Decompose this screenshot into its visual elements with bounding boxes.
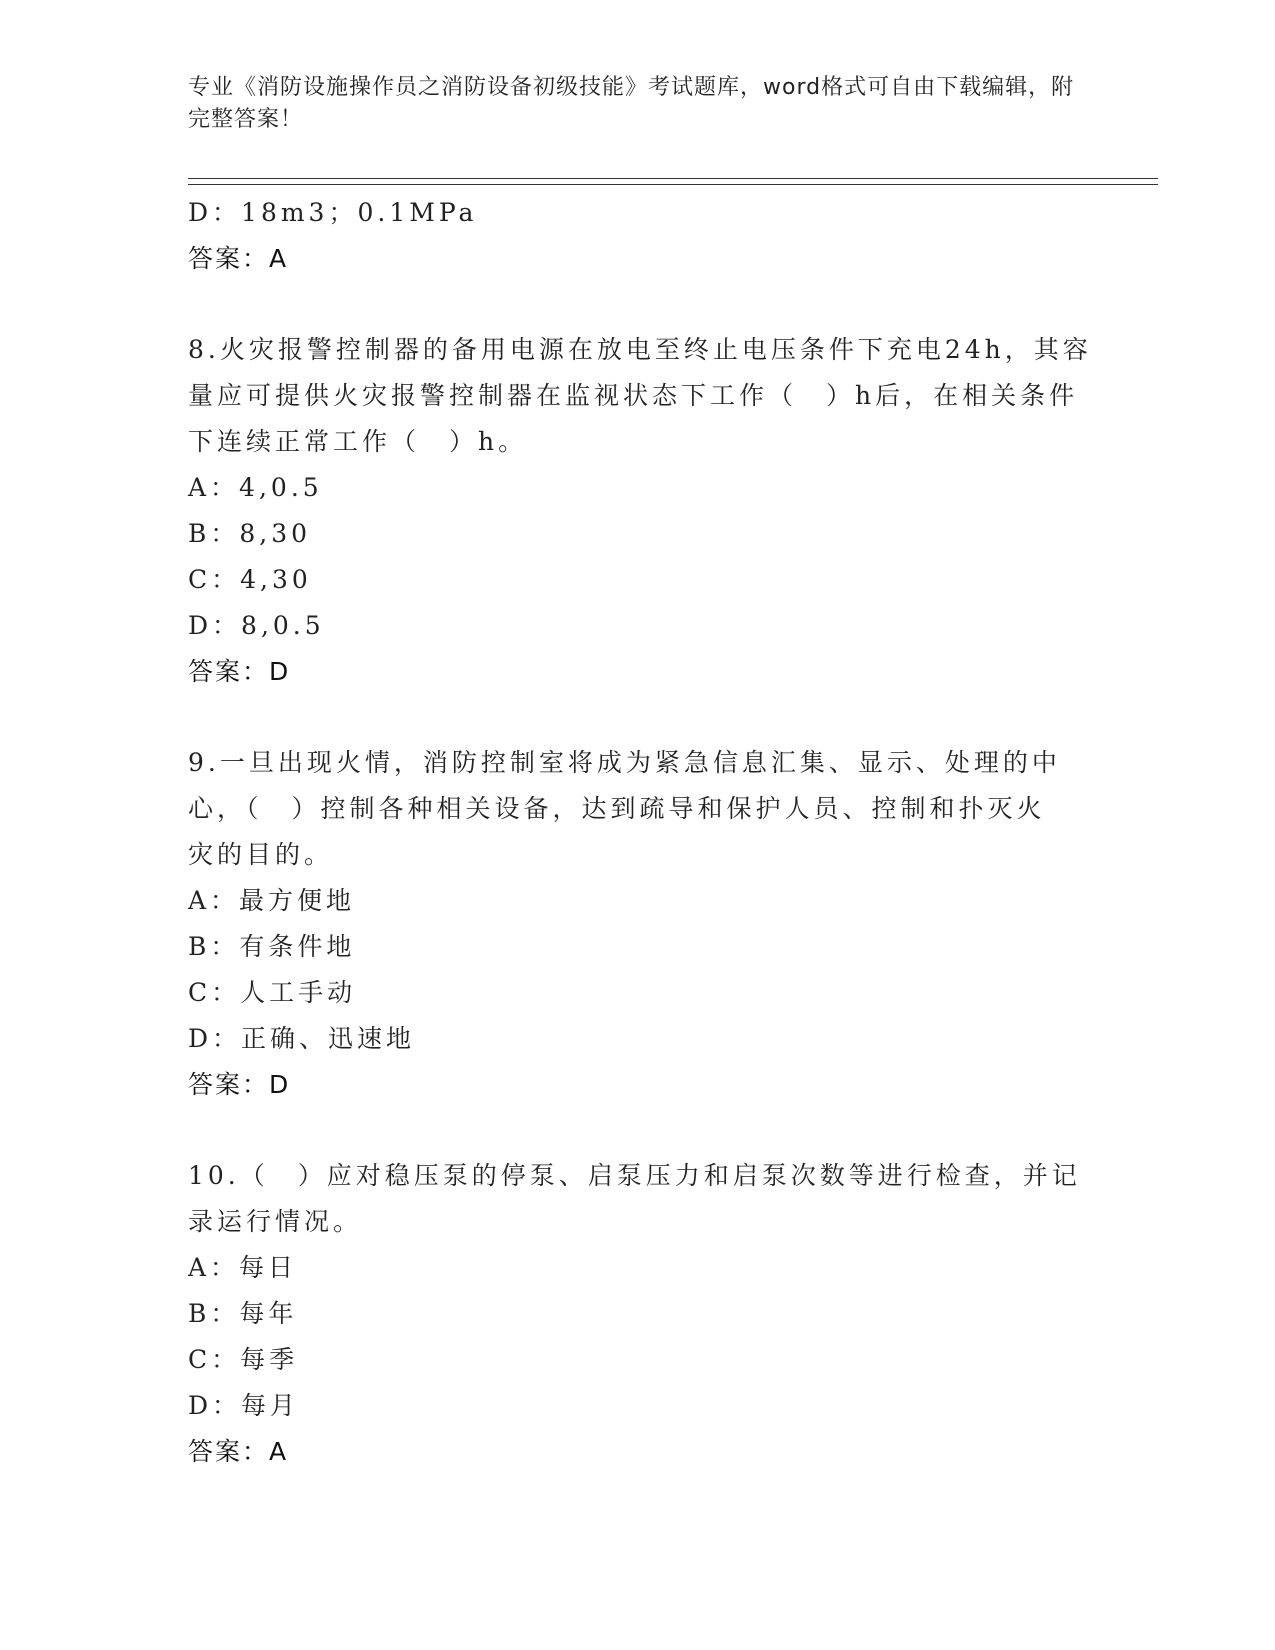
option-b: B：每年 bbox=[188, 1299, 298, 1328]
answer-line: 答案：D bbox=[188, 1070, 291, 1099]
option-d: D：每月 bbox=[188, 1391, 300, 1420]
question-stem-line: 9.一旦出现火情，消防控制室将成为紧急信息汇集、显示、处理的中 bbox=[188, 748, 1061, 777]
option-d: D：8,0.5 bbox=[188, 611, 325, 640]
question-stem-line: 灾的目的。 bbox=[188, 840, 334, 869]
question-9 bbox=[188, 740, 1088, 1108]
question-8 bbox=[188, 327, 1092, 695]
question-stem-line: 量应可提供火灾报警控制器在监视状态下工作（ ）h后，在相关条件 bbox=[188, 381, 1079, 410]
option-d: D：正确、迅速地 bbox=[188, 1024, 416, 1053]
option-c: C：人工手动 bbox=[188, 978, 357, 1007]
document-body bbox=[188, 190, 1092, 1475]
header-rule-bottom bbox=[188, 184, 1158, 185]
answer-line: 答案：D bbox=[188, 657, 291, 686]
question-stem-line: 下连续正常工作（ ）h。 bbox=[188, 427, 528, 456]
question-stem-line: 8.火灾报警控制器的备用电源在放电至终止电压条件下充电24h，其容 bbox=[188, 335, 1092, 364]
previous-question-tail bbox=[188, 190, 1088, 282]
option-a: A：4,0.5 bbox=[188, 473, 323, 502]
option-a: A：每日 bbox=[188, 1253, 298, 1282]
option-c: C：每季 bbox=[188, 1345, 299, 1374]
question-10 bbox=[188, 1153, 1088, 1475]
document-header: 专业《消防设施操作员之消防设备初级技能》考试题库，word格式可自由下载编辑，附完整答案！ bbox=[188, 75, 1075, 132]
header-rule-top bbox=[188, 178, 1158, 179]
answer-line: 答案：A bbox=[188, 244, 289, 273]
question-stem-line: 10.（ ）应对稳压泵的停泵、启泵压力和启泵次数等进行检查，并记 bbox=[188, 1161, 1081, 1190]
option-b: B：有条件地 bbox=[188, 932, 356, 961]
question-stem-line: 心，（ ）控制各种相关设备，达到疏导和保护人员、控制和扑灭火 bbox=[188, 794, 1046, 823]
question-stem-line: 录运行情况。 bbox=[188, 1207, 363, 1236]
answer-line: 答案：A bbox=[188, 1437, 289, 1466]
option-a: A：最方便地 bbox=[188, 886, 356, 915]
option-c: C：4,30 bbox=[188, 565, 312, 594]
option-b: B：8,30 bbox=[188, 519, 312, 548]
option-d: D：18m3；0.1MPa bbox=[188, 198, 478, 227]
